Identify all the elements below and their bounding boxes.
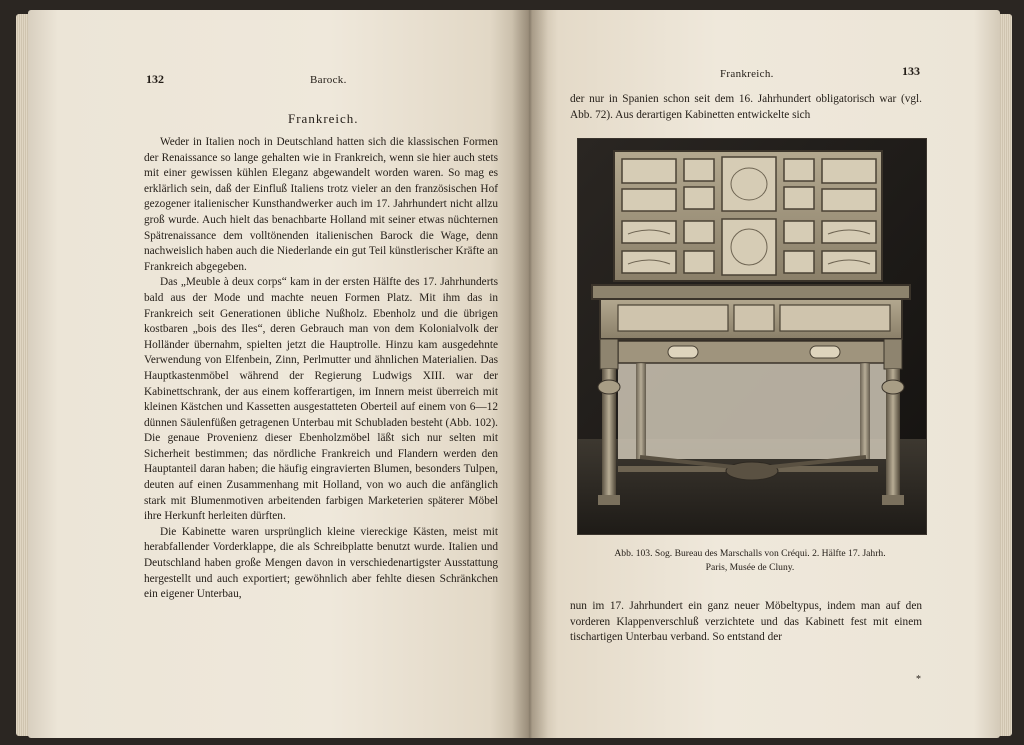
book-gutter-shadow [512, 10, 548, 738]
figure-cabinet-photo [578, 139, 926, 534]
right-bottom-paragraph: nun im 17. Jahrhundert ein ganz neuer Möbeltypus, indem man auf den vorderen Klappenverschluß verzichtete und das Kabinett fest mit einem tischartigen Unterbau verband. So entstand der [570, 600, 922, 644]
page-number-right: 133 [902, 64, 920, 78]
bottom-mark: * [916, 674, 921, 685]
left-body-text [144, 135, 498, 603]
running-head-right: Frankreich. [720, 68, 774, 80]
paragraph-3: Die Kabinette waren ursprünglich kleine viereckige Kästen, meist mit herabfallender Vorderklappe, die als Schreibplatte benutzt wurde. Italien und Deutschland haben große Mengen davon in verschiedenartigster Ausstattung hergestellt und auch exportiert; gewöhnlich aber fehlte diesen Schränkchen ein eigener Unterbau, [144, 525, 498, 601]
right-top-text [570, 92, 922, 123]
section-heading: Frankreich. [288, 111, 359, 126]
right-top-paragraph: der nur in Spanien schon seit dem 16. Jahrhundert obligatorisch war (vgl. Abb. 72). Aus derartigen Kabinetten entwickelte sich [570, 93, 922, 121]
right-bottom-text [570, 599, 922, 646]
running-head-left: Barock. [310, 74, 347, 86]
paragraph-1: Weder in Italien noch in Deutschland hatten sich die klassischen Formen der Renaissance so lange gehalten wie in Frankreich, wenn sie hier auch stets mit einer gewissen kühlen Eleganz abgewandelt worden waren. So mag es erklärlich sein, daß der Einfluß Italiens trotz vieler an den französischen Hof gezogener italienischer Kunsthandwerker auch im 17. Jahrhundert nicht allzu groß wurde. Auch hielt das benachbarte Holland mit seiner etwas nüchternen Spätrenaissance dem volltönenden italienischen Barock die Wage, denn nachweislich haben auch die Niederlande ein gut Teil künstlerischer Kräfte an Frankreich abgegeben. [144, 136, 498, 273]
left-page [28, 10, 530, 738]
paragraph-2: Das „Meuble à deux corps“ kam in der ersten Hälfte des 17. Jahrhunderts bald aus der Mode und machte neuen Formen Platz. Mit ihm das in Frankreich seit Generationen übliche Nußholz. Ebenholz und die übrigen kostbaren „bois des Iles“, deren Gebrauch man von dem Kolonialvolk der Holländer übernahm, spielten jetzt die Hauptrolle. Hinzu kam ausgedehnte Verwendung von Elfenbein, Zinn, Perlmutter und ähnlichen Materialien. Das Hauptkastenmöbel während der Regierung Ludwigs XIII. war der Kabinettschrank, der aus einem kofferartigen, im Innern meist überreich mit kleinen Kästchen und Kassetten ausgestatteten Oberteil auf einem von 6—12 dünnen Säulenfüßen getragenen Unterbau mit Schubladen besteht (Abb. 102). Die genaue Provenienz dieser Ebenholzmöbel läßt sich nur selten mit Sicherheit bestimmen; das nördliche Frankreich und Flandern werden den Hauptanteil daran haben; die häufig eingravierten Blumen, besonders Tulpen, deuten auf einen Zusammenhang mit Holland, von wo auch die anfänglich stark mit Blumenmotiven arbeitenden farbigen Marketerien späterer Möbel ihre Herkunft herleiten dürften. [144, 276, 498, 523]
figure-caption-line-1: Abb. 103. Sog. Bureau des Marschalls von Créqui. 2. Hälfte 17. Jahrh. [614, 548, 886, 559]
page-edges-right [998, 14, 1012, 736]
figure-caption-line-2: Paris, Musée de Cluny. [705, 562, 795, 573]
cabinet-illustration [578, 139, 926, 534]
right-page [530, 10, 1000, 738]
page-number-left: 132 [146, 72, 164, 86]
figure-caption [570, 547, 930, 575]
